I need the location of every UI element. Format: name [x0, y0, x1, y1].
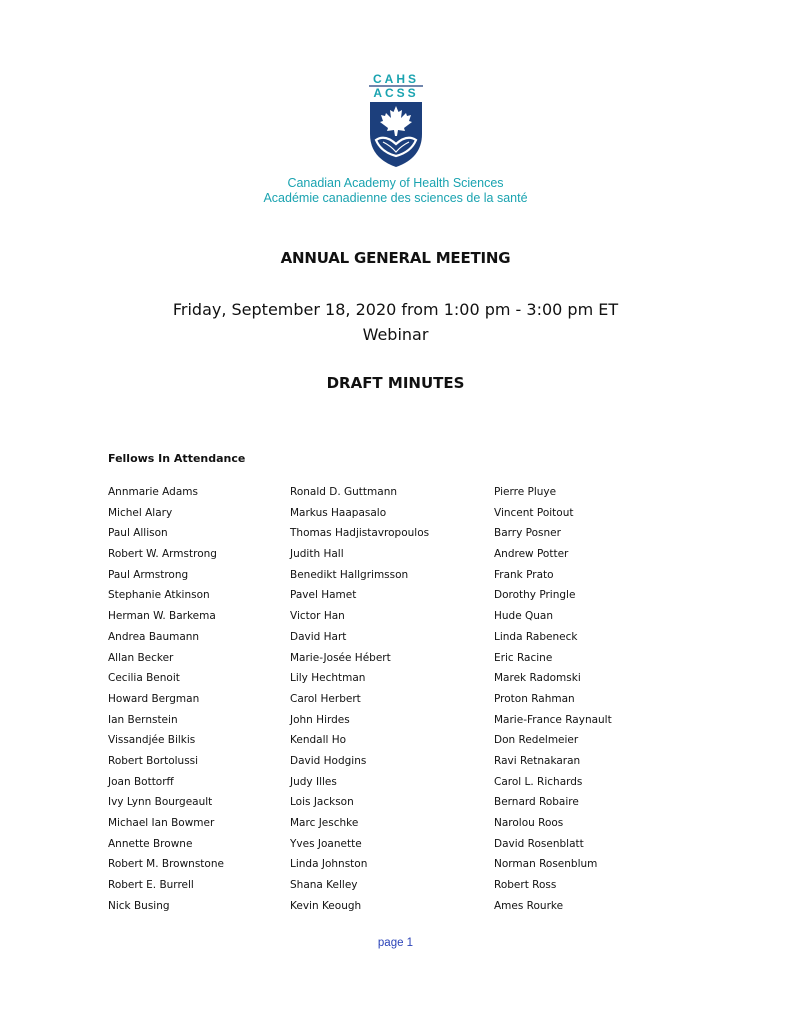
attendee-name: David Hart	[290, 630, 347, 643]
attendee-name: Herman W. Barkema	[108, 610, 216, 623]
attendee-name: Linda Johnston	[290, 858, 368, 871]
attendee-name: Marek Radomski	[494, 672, 581, 685]
attendee-name: Ivy Lynn Bourgeault	[108, 796, 213, 809]
meeting-title: ANNUAL GENERAL MEETING	[280, 249, 511, 267]
attendee-name: Robert Ross	[494, 879, 557, 892]
attendee-name: Thomas Hadjistavropoulos	[290, 527, 430, 540]
attendee-name: Michael Ian Bowmer	[108, 817, 215, 829]
attendee-name: Ames Rourke	[494, 899, 564, 912]
attendee-name: Paul Armstrong	[108, 568, 189, 581]
attendee-name: Proton Rahman	[494, 692, 575, 705]
attendee-name: Ian Bernstein	[108, 713, 178, 726]
attendee-name: Vincent Poitout	[494, 506, 574, 519]
attendee-name: Yves Joanette	[290, 837, 362, 850]
attendee-name: Linda Rabeneck	[494, 630, 578, 643]
meeting-location: Webinar	[362, 325, 429, 344]
attendee-name: Howard Bergman	[108, 692, 200, 705]
attendee-name: Stephanie Atkinson	[108, 589, 210, 602]
attendee-name: Nick Busing	[108, 899, 170, 912]
attendee-name: Markus Haapasalo	[290, 506, 387, 519]
attendee-name: Robert E. Burrell	[108, 879, 194, 892]
attendee-column-2	[290, 485, 429, 919]
attendee-name: Pierre Pluye	[494, 486, 557, 498]
attendee-name: Lily Hechtman	[290, 672, 366, 685]
attendee-name: Don Redelmeier	[494, 734, 579, 747]
attendee-column-1	[108, 485, 224, 919]
attendee-column-3	[494, 485, 612, 919]
attendee-name: Ravi Retnakaran	[494, 754, 581, 767]
attendee-name: Michel Alary	[108, 506, 173, 519]
attendee-name: Dorothy Pringle	[494, 589, 576, 602]
attendee-name: Andrea Baumann	[108, 630, 200, 643]
attendee-name: Marc Jeschke	[290, 817, 359, 829]
attendee-name: Benedikt Hallgrimsson	[290, 568, 409, 581]
attendee-name: Kevin Keough	[290, 899, 362, 912]
attendee-name: Robert Bortolussi	[108, 754, 199, 767]
org-name-english: Canadian Academy of Health Sciences	[287, 176, 504, 190]
page-number: page 1	[377, 937, 414, 949]
attendee-name: Carol L. Richards	[494, 775, 583, 788]
attendee-name: Robert W. Armstrong	[108, 548, 217, 561]
attendance-heading: Fellows In Attendance	[108, 452, 246, 465]
attendee-name: Cecilia Benoit	[108, 672, 180, 685]
attendee-name: Marie-France Raynault	[494, 713, 612, 726]
attendee-name: John Hirdes	[290, 713, 350, 726]
attendee-name: Allan Becker	[108, 651, 174, 664]
attendee-name: Marie-Josée Hébert	[290, 651, 391, 664]
attendee-name: Joan Bottorff	[108, 775, 174, 788]
attendee-name: David Hodgins	[290, 754, 367, 767]
attendee-name: Paul Allison	[108, 527, 168, 540]
logo-text-cahs: CAHS	[372, 72, 420, 86]
attendee-name: Hude Quan	[494, 610, 554, 623]
attendee-name: Narolou Roos	[494, 817, 564, 829]
attendee-name: Bernard Robaire	[494, 796, 579, 809]
attendee-name: Lois Jackson	[290, 796, 354, 809]
attendee-name: Frank Prato	[494, 568, 554, 581]
document-title: DRAFT MINUTES	[326, 374, 465, 392]
attendee-name: Judith Hall	[290, 548, 344, 561]
org-name-french: Académie canadienne des sciences de la santé	[263, 191, 528, 205]
attendee-name: Barry Posner	[494, 527, 561, 540]
attendee-name: Annette Browne	[108, 837, 193, 850]
cahs-acss-logo	[365, 72, 427, 168]
attendee-name: Eric Racine	[494, 651, 553, 664]
attendee-name: Ronald D. Guttmann	[290, 486, 398, 498]
attendee-name: Judy Illes	[290, 775, 337, 788]
attendee-name: Norman Rosenblum	[494, 858, 598, 871]
attendee-name: Vissandjée Bilkis	[108, 734, 196, 747]
attendee-name: Annmarie Adams	[108, 486, 198, 498]
organization-names	[0, 176, 791, 206]
meeting-date: Friday, September 18, 2020 from 1:00 pm - 3:00 pm ET	[172, 300, 619, 319]
attendee-name: Kendall Ho	[290, 734, 347, 747]
attendee-name: David Rosenblatt	[494, 837, 584, 850]
logo-text-acss: ACSS	[373, 86, 419, 100]
attendee-name: Victor Han	[290, 610, 345, 623]
attendee-name: Andrew Potter	[494, 548, 569, 561]
attendee-name: Shana Kelley	[290, 879, 358, 892]
attendee-name: Pavel Hamet	[290, 589, 357, 602]
attendee-name: Carol Herbert	[290, 692, 361, 705]
attendee-name: Robert M. Brownstone	[108, 858, 224, 871]
